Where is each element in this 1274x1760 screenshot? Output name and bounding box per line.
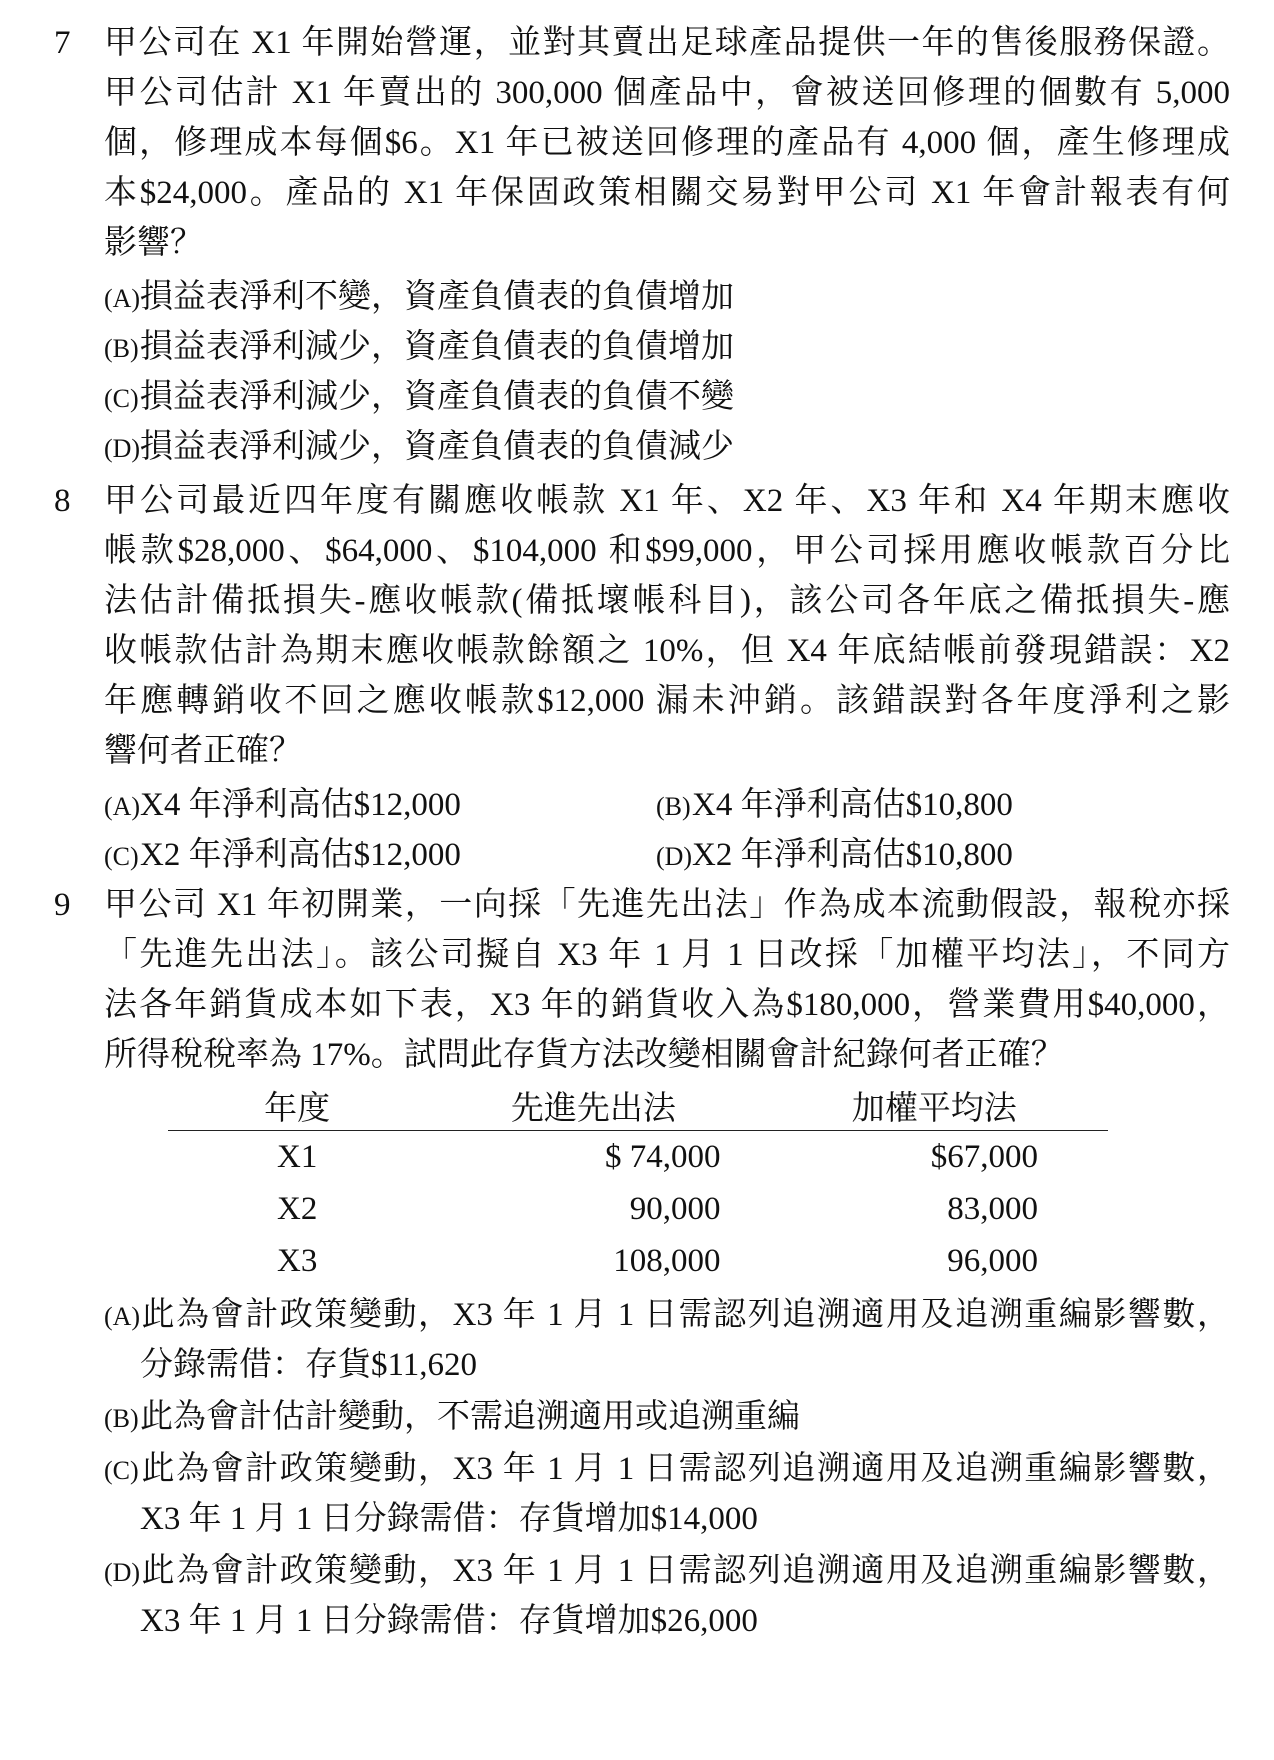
question-number: 9 — [54, 887, 71, 923]
option-letter: (C) — [104, 384, 139, 413]
question-text-line: 甲公司 X1 年初開業，一向採「先進先出法」作為成本流動假設，報稅亦採 — [104, 887, 1230, 923]
option-b[interactable] — [656, 780, 1013, 832]
option-letter: (D) — [656, 842, 693, 871]
question-text-line: 「先進先出法」。該公司擬自 X3 年 1 月 1 日改採「加權平均法」，不同方 — [104, 937, 1230, 973]
option-d[interactable] — [104, 422, 734, 474]
cell-fifo: 108,000 — [613, 1242, 721, 1279]
cell-year: X3 — [276, 1242, 318, 1279]
option-letter: (C) — [104, 842, 139, 871]
cell-fifo: 90,000 — [629, 1190, 721, 1227]
option-d[interactable] — [656, 830, 1013, 882]
column-header-fifo: 先進先出法 — [426, 1080, 760, 1131]
cell-weighted-average: 83,000 — [947, 1190, 1038, 1227]
option-a-continuation: 分錄需借：存貨$11,620 — [140, 1347, 478, 1383]
cell-weighted-average: 96,000 — [947, 1242, 1038, 1279]
option-letter: (D) — [104, 434, 141, 463]
cell-weighted-average: $67,000 — [930, 1138, 1038, 1175]
option-letter: (B) — [104, 1404, 139, 1433]
question-text-line: 年應轉銷收不回之應收帳款$12,000 漏未沖銷。該錯誤對各年度淨利之影 — [104, 683, 1230, 719]
question-number: 8 — [54, 483, 71, 519]
option-a[interactable] — [104, 780, 461, 832]
column-header-weighted-average: 加權平均法 — [761, 1080, 1108, 1131]
option-letter: (B) — [104, 334, 139, 363]
option-letter: (B) — [656, 792, 691, 821]
question-number: 7 — [54, 25, 71, 61]
cost-of-goods-table — [168, 1080, 1108, 1287]
option-a[interactable] — [104, 1290, 1230, 1342]
option-text: X2 年淨利高估$10,800 — [692, 837, 1013, 873]
option-c[interactable] — [104, 372, 734, 424]
option-d[interactable] — [104, 1546, 1230, 1598]
option-a[interactable] — [104, 272, 734, 324]
question-text-line: 甲公司估計 X1 年賣出的 300,000 個產品中，會被送回修理的個數有 5,000 — [104, 75, 1230, 111]
question-text-line: 收帳款估計為期末應收帳款餘額之 10%，但 X4 年底結帳前發現錯誤：X2 — [104, 633, 1230, 669]
option-b[interactable] — [104, 322, 734, 374]
option-text: 此為會計政策變動，X3 年 1 月 1 日需認列追溯適用及追溯重編影響數， — [140, 1553, 1230, 1589]
option-text: 損益表淨利減少，資產負債表的負債增加 — [140, 329, 734, 365]
option-text: X2 年淨利高估$12,000 — [140, 837, 461, 873]
option-letter: (D) — [104, 1558, 141, 1587]
question-text-line: 甲公司在 X1 年開始營運，並對其賣出足球產品提供一年的售後服務保證。 — [104, 25, 1230, 61]
option-letter: (A) — [104, 284, 141, 313]
option-letter: (A) — [104, 792, 141, 821]
cell-year: X2 — [276, 1190, 318, 1227]
question-text-line: 響何者正確？ — [104, 733, 302, 769]
cell-fifo: $ 74,000 — [605, 1138, 721, 1175]
option-text: X4 年淨利高估$10,800 — [692, 787, 1013, 823]
table-header-row — [168, 1080, 1108, 1131]
option-text: 此為會計估計變動，不需追溯適用或追溯重編 — [140, 1399, 800, 1435]
option-b[interactable] — [104, 1392, 800, 1444]
option-text: 此為會計政策變動，X3 年 1 月 1 日需認列追溯適用及追溯重編影響數， — [140, 1297, 1230, 1333]
question-text-line: 法各年銷貨成本如下表，X3 年的銷貨收入為$180,000，營業費用$40,000， — [104, 987, 1230, 1023]
table-row — [168, 1131, 1108, 1184]
option-text: X4 年淨利高估$12,000 — [140, 787, 461, 823]
option-letter: (C) — [104, 1456, 139, 1485]
option-text: 損益表淨利不變，資產負債表的負債增加 — [140, 279, 734, 315]
cell-year: X1 — [276, 1138, 318, 1175]
question-text-line: 帳款$28,000、$64,000、$104,000 和$99,000，甲公司採用應收帳款百分比 — [104, 533, 1230, 569]
question-text-line: 法估計備抵損失-應收帳款(備抵壞帳科目)，該公司各年底之備抵損失-應 — [104, 583, 1230, 619]
question-text-line: 所得稅稅率為 17%。試問此存貨方法改變相關會計紀錄何者正確？ — [104, 1037, 1064, 1073]
option-text: 損益表淨利減少，資產負債表的負債不變 — [140, 379, 734, 415]
table-row — [168, 1183, 1108, 1235]
question-text-line: 個，修理成本每個$6。X1 年已被送回修理的產品有 4,000 個，產生修理成 — [104, 125, 1230, 161]
option-c[interactable] — [104, 830, 461, 882]
table-row — [168, 1235, 1108, 1287]
question-text-line: 影響？ — [104, 225, 203, 261]
question-text-line: 本$24,000。產品的 X1 年保固政策相關交易對甲公司 X1 年會計報表有何 — [104, 175, 1230, 211]
column-header-year: 年度 — [168, 1080, 426, 1131]
option-letter: (A) — [104, 1302, 141, 1331]
option-d-continuation: X3 年 1 月 1 日分錄需借：存貨增加$26,000 — [140, 1603, 758, 1639]
option-c[interactable] — [104, 1444, 1230, 1496]
question-text-line: 甲公司最近四年度有關應收帳款 X1 年、X2 年、X3 年和 X4 年期末應收 — [104, 483, 1230, 519]
option-c-continuation: X3 年 1 月 1 日分錄需借：存貨增加$14,000 — [140, 1501, 758, 1537]
option-text: 損益表淨利減少，資產負債表的負債減少 — [140, 429, 734, 465]
option-text: 此為會計政策變動，X3 年 1 月 1 日需認列追溯適用及追溯重編影響數， — [140, 1451, 1230, 1487]
